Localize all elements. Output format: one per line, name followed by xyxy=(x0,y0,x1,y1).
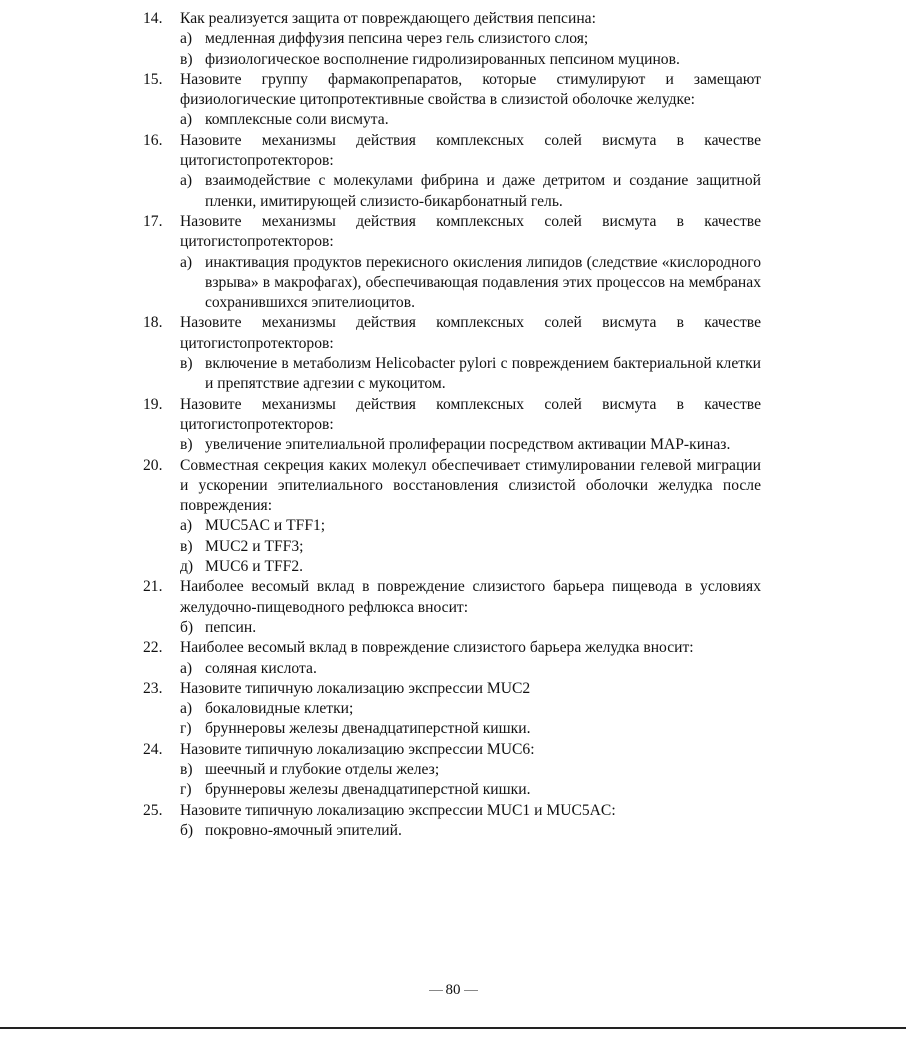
answer-17a xyxy=(143,253,761,314)
question-number: 18. xyxy=(143,314,163,332)
answer-20a xyxy=(143,516,761,536)
question-text: Совместная секреция каких молекул обеспечивает стимулировании гелевой миграции и ускорении эпителиального восстановления слизистой оболочки желудка после повреждения: xyxy=(180,456,761,515)
answer-letter: а) xyxy=(180,172,193,190)
question-22 xyxy=(143,638,761,658)
answer-text: покровно-ямочный эпителий. xyxy=(205,821,402,839)
answer-text: инактивация продуктов перекисного окисления липидов (следствие «кислородного взрыва» в макрофагах), обеспечивающая подавления этих процессов на мембранах сохранившихся эпителиоцитов. xyxy=(205,253,761,312)
question-text: Назовите механизмы действия комплексных солей висмута в качестве цитогистопротекторов: xyxy=(180,314,761,352)
answer-20b xyxy=(143,537,761,557)
answer-15a xyxy=(143,110,761,130)
question-number: 20. xyxy=(143,456,163,474)
answer-23a xyxy=(143,699,761,719)
answer-text: увеличение эпителиальной пролиферации посредством активации MAP-киназ. xyxy=(205,436,731,454)
question-15 xyxy=(143,70,761,111)
answer-letter: д) xyxy=(180,558,194,576)
question-text: Назовите механизмы действия комплексных солей висмута в качестве цитогистопротекторов: xyxy=(180,131,761,170)
answer-text: бруннеровы железы двенадцатиперстной кишки. xyxy=(205,781,531,799)
page-number xyxy=(0,982,906,999)
answer-20c xyxy=(143,557,761,577)
question-14 xyxy=(143,9,761,29)
answer-text: соляная кислота. xyxy=(205,659,317,677)
question-24 xyxy=(143,740,761,760)
answer-text: взаимодействие с молекулами фибрина и даже детритом и создание защитной пленки, имитирующей слизисто-бикарбонатный гель. xyxy=(205,172,761,210)
question-list xyxy=(143,9,761,841)
answer-16a xyxy=(143,171,761,212)
question-20 xyxy=(143,456,761,517)
answer-letter: в) xyxy=(180,436,193,454)
question-text: Наиболее весомый вклад в повреждение слизистого барьера желудка вносит: xyxy=(180,639,694,657)
answer-letter: а) xyxy=(180,517,193,535)
question-21 xyxy=(143,577,761,618)
question-number: 14. xyxy=(143,10,163,27)
answer-letter: в) xyxy=(180,537,193,555)
answer-letter: а) xyxy=(180,30,193,48)
answer-letter: а) xyxy=(180,111,193,129)
answer-text: комплексные соли висмута. xyxy=(205,111,389,129)
question-text: Наиболее весомый вклад в повреждение слизистого барьера пищевода в условиях желудочно-пищеводного рефлюкса вносит: xyxy=(180,578,761,616)
question-number: 23. xyxy=(143,679,163,697)
answer-18a xyxy=(143,354,761,395)
answer-14a xyxy=(143,29,761,49)
answer-letter: б) xyxy=(180,618,194,636)
answer-21a xyxy=(143,618,761,638)
answer-text: MUC6 и TFF2. xyxy=(205,558,304,576)
answer-letter: г) xyxy=(180,781,192,799)
question-text: Назовите группу фармакопрепаратов, которые стимулируют и замещают физиологические цитопротективные свойства в слизистой оболочке желудке: xyxy=(180,70,761,109)
answer-letter: г) xyxy=(180,720,192,738)
question-23 xyxy=(143,679,761,699)
answer-text: MUC2 и TFF3; xyxy=(205,537,304,555)
answer-25a xyxy=(143,821,761,841)
question-text: Назовите типичную локализацию экспрессии MUC6: xyxy=(180,740,535,758)
answer-letter: а) xyxy=(180,253,193,271)
answer-text: медленная диффузия пепсина через гель слизистого слоя; xyxy=(205,30,589,48)
question-number: 22. xyxy=(143,639,163,657)
question-number: 17. xyxy=(143,212,163,230)
question-text: Назовите типичную локализацию экспрессии MUC1 и MUC5AC: xyxy=(180,801,616,819)
answer-23b xyxy=(143,719,761,739)
answer-text: шеечный и глубокие отделы желез; xyxy=(205,760,440,778)
answer-text: бокаловидные клетки; xyxy=(205,700,354,718)
answer-letter: б) xyxy=(180,821,194,839)
answer-14b xyxy=(143,50,761,70)
question-19 xyxy=(143,395,761,436)
question-number: 16. xyxy=(143,131,163,149)
answer-letter: в) xyxy=(180,355,193,373)
answer-text: физиологическое восполнение гидролизированных пепсином муцинов. xyxy=(205,50,680,68)
answer-text: MUC5AC и TFF1; xyxy=(205,517,326,535)
question-text: Назовите механизмы действия комплексных солей висмута в качестве цитогистопротекторов: xyxy=(180,395,761,433)
question-18 xyxy=(143,313,761,354)
page-number-dash-left xyxy=(429,990,443,991)
question-text: Назовите типичную локализацию экспрессии MUC2 xyxy=(180,679,531,697)
question-number: 21. xyxy=(143,578,163,596)
answer-letter: в) xyxy=(180,760,193,778)
answer-text: пепсин. xyxy=(205,618,257,636)
question-number: 24. xyxy=(143,740,163,758)
answer-text: включение в метаболизм Helicobacter pylori с повреждением бактериальной клетки и препятствие адгезии с мукоцитом. xyxy=(205,355,761,393)
page-number-value: 80 xyxy=(445,982,461,998)
question-16 xyxy=(143,131,761,172)
answer-19a xyxy=(143,435,761,455)
question-text: Назовите механизмы действия комплексных солей висмута в качестве цитогистопротекторов: xyxy=(180,212,761,251)
page-bottom-rule xyxy=(0,1027,906,1029)
answer-24a xyxy=(143,760,761,780)
question-number: 25. xyxy=(143,801,163,819)
question-text: Как реализуется защита от повреждающего действия пепсина: xyxy=(180,10,596,27)
answer-text: бруннеровы железы двенадцатиперстной кишки. xyxy=(205,720,531,738)
answer-letter: в) xyxy=(180,50,193,68)
answer-letter: а) xyxy=(180,659,193,677)
question-17 xyxy=(143,212,761,253)
question-25 xyxy=(143,801,761,821)
answer-letter: а) xyxy=(180,700,193,718)
question-number: 19. xyxy=(143,395,163,413)
question-number: 15. xyxy=(143,70,163,88)
page-number-dash-right xyxy=(464,990,478,991)
answer-24b xyxy=(143,780,761,800)
answer-22a xyxy=(143,659,761,679)
